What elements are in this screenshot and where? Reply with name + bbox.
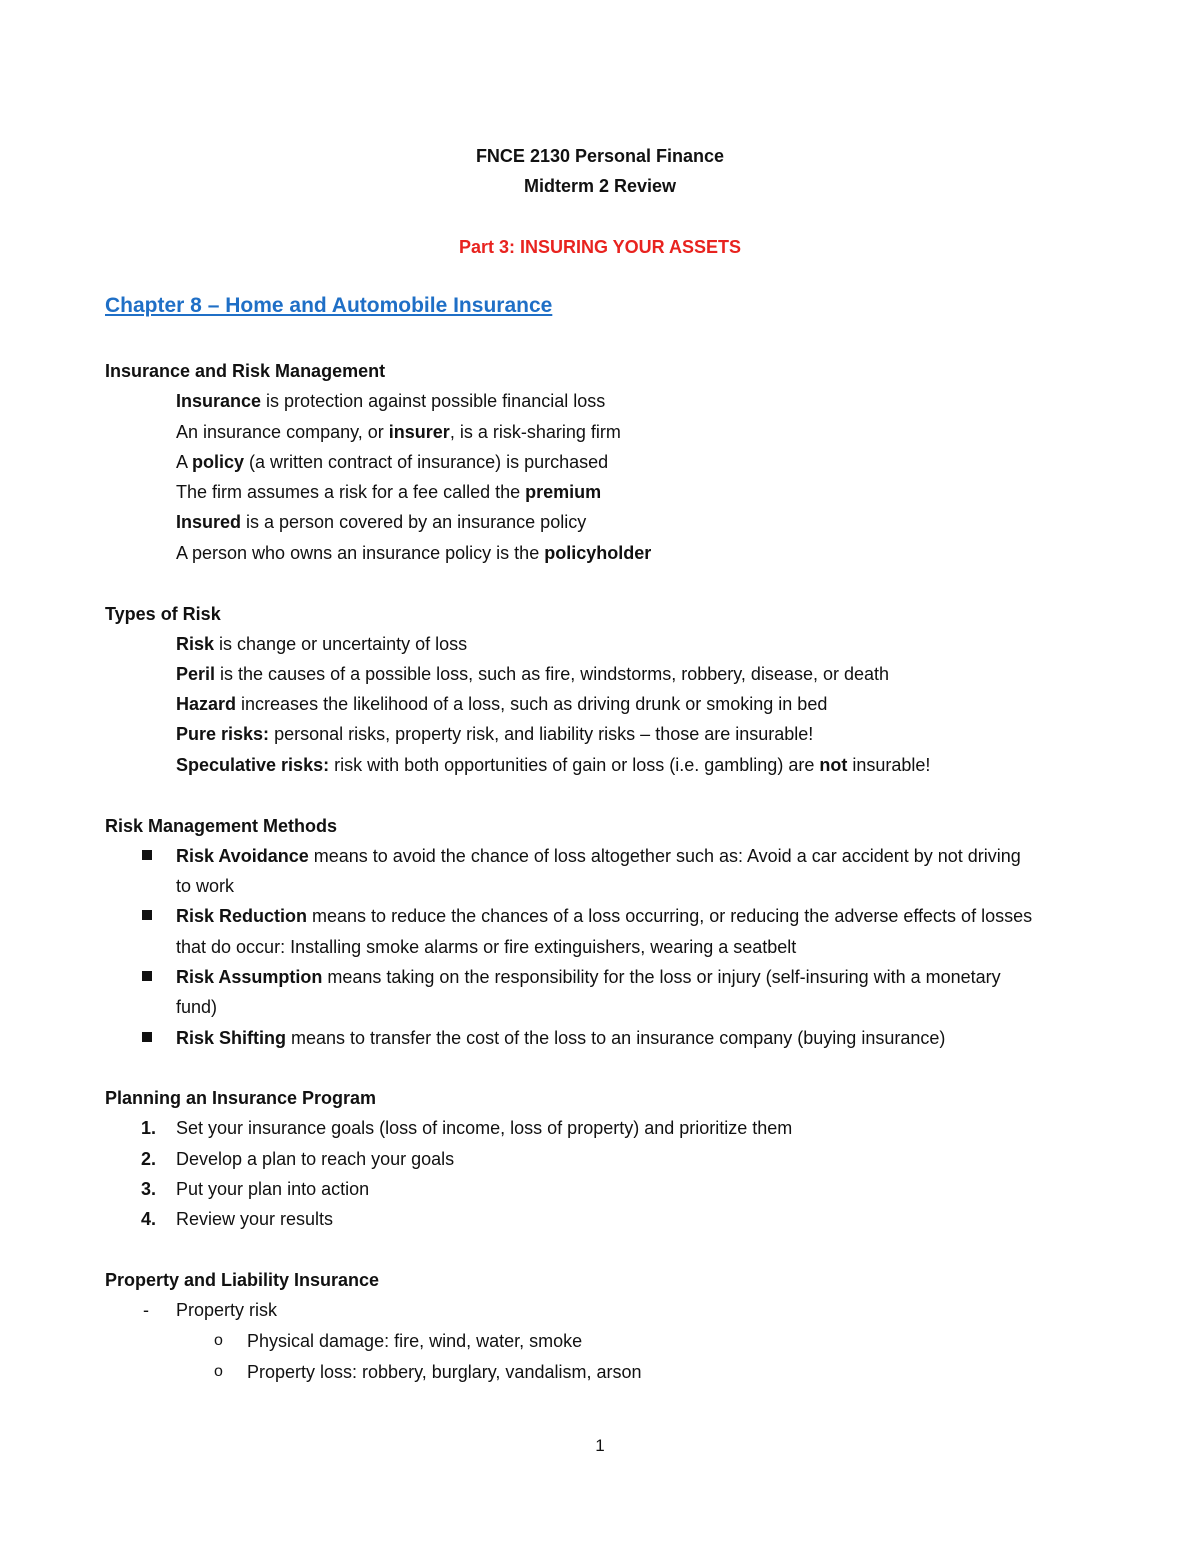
doc-subtitle: Midterm 2 Review: [523, 176, 677, 196]
definition-line: [176, 389, 605, 413]
list-item: Property risk: [176, 1300, 278, 1320]
term: premium: [525, 482, 602, 502]
list-number: 2.: [141, 1149, 157, 1169]
definition-line: [176, 541, 651, 565]
dash-bullet: -: [143, 1300, 149, 1320]
text: A person who owns an insurance policy is the: [176, 543, 545, 563]
section-heading-property-liability: Property and Liability Insurance: [105, 1270, 380, 1290]
text: is change or uncertainty of loss: [214, 634, 468, 654]
text: means to avoid the chance of loss altogether such as: Avoid a car accident by not driving: [308, 846, 1021, 866]
list-item: [176, 904, 1032, 928]
list-item: [176, 1026, 945, 1050]
term: Insured: [176, 512, 242, 532]
text: An insurance company, or: [176, 422, 389, 442]
section-heading-insurance-risk: Insurance and Risk Management: [105, 361, 386, 381]
term: policyholder: [544, 543, 652, 563]
definition-line: [176, 692, 827, 716]
term: Risk: [176, 634, 215, 654]
definition-line: [176, 722, 813, 746]
numbered-item: Develop a plan to reach your goals: [176, 1149, 455, 1169]
text: risk with both opportunities of gain or loss (i.e. gambling) are: [329, 755, 820, 775]
sub-list-item: Property loss: robbery, burglary, vandalism, arson: [247, 1362, 642, 1382]
text: means to reduce the chances of a loss occurring, or reducing the adverse effects of losses: [307, 906, 1033, 926]
term: Peril: [176, 664, 216, 684]
term: policy: [192, 452, 245, 472]
list-item-continuation: to work: [176, 876, 235, 896]
text: is the causes of a possible loss, such as fire, windstorms, robbery, disease, or death: [215, 664, 890, 684]
circle-bullet: o: [214, 1332, 223, 1349]
term: Pure risks:: [176, 724, 270, 744]
term: Insurance: [176, 391, 262, 411]
list-item: [176, 965, 1001, 989]
term: Risk Shifting: [176, 1028, 287, 1048]
text: (a written contract of insurance) is purchased: [244, 452, 609, 472]
page-number: 1: [595, 1436, 605, 1455]
text: , is a risk-sharing firm: [449, 422, 621, 442]
chapter-heading: Chapter 8 – Home and Automobile Insurance: [105, 294, 553, 317]
definition-line: [176, 662, 889, 686]
term: not: [819, 755, 848, 775]
text: The firm assumes a risk for a fee called the: [176, 482, 526, 502]
numbered-item: Set your insurance goals (loss of income, loss of property) and prioritize them: [176, 1118, 793, 1138]
term: insurer: [388, 422, 450, 442]
text: means taking on the responsibility for the loss or injury (self-insuring with a monetary: [322, 967, 1001, 987]
definition-line: [176, 753, 930, 777]
circle-bullet: o: [214, 1363, 223, 1380]
term: Hazard: [176, 694, 237, 714]
square-bullet-icon: [142, 850, 152, 860]
list-number: 4.: [141, 1209, 157, 1229]
definition-line: [176, 480, 601, 504]
square-bullet-icon: [142, 910, 152, 920]
term: Risk Assumption: [176, 967, 323, 987]
term: Risk Avoidance: [176, 846, 309, 866]
text: increases the likelihood of a loss, such as driving drunk or smoking in bed: [236, 694, 828, 714]
text: is protection against possible financial loss: [261, 391, 606, 411]
text: is a person covered by an insurance policy: [241, 512, 587, 532]
course-title: FNCE 2130 Personal Finance: [475, 146, 725, 166]
list-number: 1.: [141, 1118, 157, 1138]
numbered-item: Put your plan into action: [176, 1179, 370, 1199]
list-item: [176, 844, 1021, 868]
text: means to transfer the cost of the loss to an insurance company (buying insurance): [286, 1028, 946, 1048]
part-heading: Part 3: INSURING YOUR ASSETS: [458, 237, 742, 257]
term: Risk Reduction: [176, 906, 308, 926]
section-heading-risk-methods: Risk Management Methods: [105, 816, 338, 836]
definition-line: [176, 450, 608, 474]
text: insurable!: [847, 755, 931, 775]
square-bullet-icon: [142, 1032, 152, 1042]
definition-line: [176, 632, 467, 656]
sub-list-item: Physical damage: fire, wind, water, smoke: [247, 1331, 583, 1351]
square-bullet-icon: [142, 971, 152, 981]
numbered-item: Review your results: [176, 1209, 334, 1229]
section-heading-types-of-risk: Types of Risk: [105, 604, 221, 624]
text: personal risks, property risk, and liability risks – those are insurable!: [269, 724, 814, 744]
text: A: [176, 452, 193, 472]
list-item-continuation: fund): [176, 997, 218, 1017]
list-number: 3.: [141, 1179, 157, 1199]
term: Speculative risks:: [176, 755, 330, 775]
list-item-continuation: that do occur: Installing smoke alarms or fire extinguishers, wearing a seatbelt: [176, 937, 797, 957]
definition-line: [176, 420, 621, 444]
section-heading-planning: Planning an Insurance Program: [105, 1088, 377, 1108]
definition-line: [176, 510, 586, 534]
